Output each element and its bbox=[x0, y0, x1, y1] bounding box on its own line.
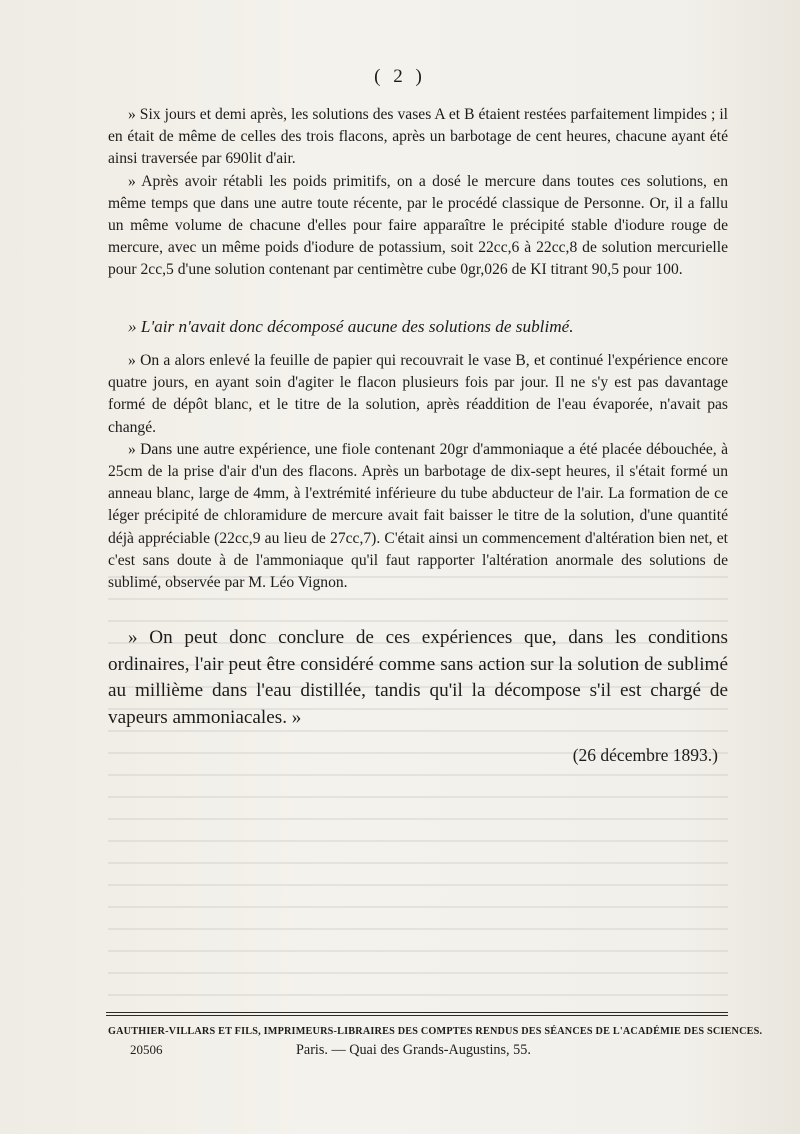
text-block-top bbox=[108, 104, 728, 282]
paragraph: » On a alors enlevé la feuille de papier qui recouvrait le vase B, et continué l'expérience encore quatre jours, en ayant soin d'agiter le flacon plusieurs fois par jour. Il ne s'y est pas davantage formé de dépôt blanc, et le titre de la solution, après réaddition de l'eau évaporée, n'avait pas changé. bbox=[108, 352, 728, 436]
paragraph: » Six jours et demi après, les solutions des vases A et B étaient restées parfaitement limpides ; il en était de même de celles des trois flacons, après un barbotage de cent heures, chacune ayant été ainsi traversée par 690lit d'air. bbox=[108, 106, 728, 168]
job-number: 20506 bbox=[130, 1042, 163, 1057]
date-line: (26 décembre 1893.) bbox=[572, 745, 718, 765]
conclusion-paragraph: » On peut donc conclure de ces expériences que, dans les conditions ordinaires, l'air peut être considéré comme sans action sur la solution de sublimé au millième dans l'eau distillée, tandis qu'il la décompose s'il est chargé de vapeurs ammoniacales. » bbox=[108, 627, 728, 728]
printer-imprint: GAUTHIER-VILLARS ET FILS, IMPRIMEURS-LIBRAIRES DES COMPTES RENDUS DES SÉANCES DE L'ACADÉMIE DES SCIENCES. bbox=[108, 1026, 763, 1037]
footer-rule bbox=[106, 1012, 728, 1013]
paragraph: » Après avoir rétabli les poids primitifs, on a dosé le mercure dans toutes ces solutions, en même temps que dans une autre toute récente, par le procédé classique de Personne. Or, il a fallu un même volume de chacune d'elles pour faire apparaître le précipité stable d'iodure rouge de mercure, avec un même poids d'iodure de potassium, soit 22cc,6 à 22cc,8 de solution mercurielle pour 2cc,5 d'une solution contenant par centimètre cube 0gr,026 de KI titrant 90,5 pour 100. bbox=[108, 172, 728, 279]
paragraph: » Dans une autre expérience, une fiole contenant 20gr d'ammoniaque a été placée débouchée, à 25cm de la prise d'air d'un des flacons. Après un barbotage de dix-sept heures, il s'était formé un anneau blanc, large de 4mm, à l'extrémité inférieure du tube abducteur de l'air. La formation de ce léger précipité de chloramidure de mercure avait fait baisser le titre de la solution, d'une quantité déjà appréciable (22cc,9 au lieu de 27cc,7). C'était ainsi un commencement d'altération bien net, et c'est sans doute à de l'ammoniaque qu'il faut rapporter l'altération anormale des solutions de sublimé, observée par M. Léo Vignon. bbox=[108, 440, 728, 592]
italic-statement: » L'air n'avait donc décomposé aucune des solutions de sublimé. bbox=[128, 317, 574, 336]
page-number: ( 2 ) bbox=[374, 66, 426, 87]
conclusion-block bbox=[108, 625, 728, 731]
text-block-middle bbox=[108, 350, 728, 594]
printer-address: Paris. — Quai des Grands-Augustins, 55. bbox=[296, 1042, 531, 1058]
footer-rule-secondary bbox=[106, 1015, 728, 1016]
